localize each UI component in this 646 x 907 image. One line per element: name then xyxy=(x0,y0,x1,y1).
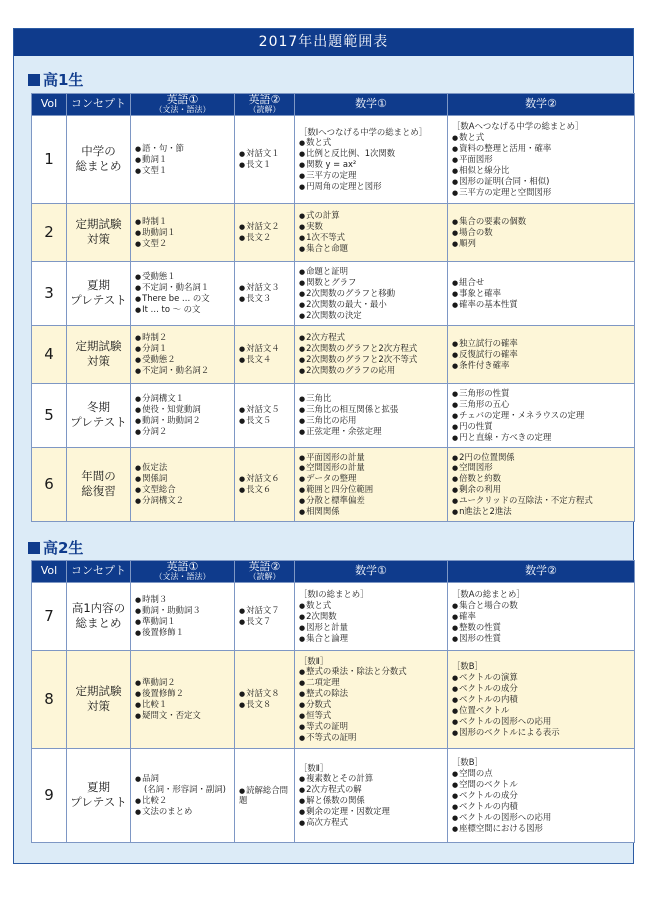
math-2-cell xyxy=(448,748,635,842)
header-english-2-label: 英語② xyxy=(248,93,281,106)
schedule-panel xyxy=(13,28,634,864)
list-item: ● 反復試行の確率 xyxy=(452,349,630,360)
english-1-cell xyxy=(131,261,235,325)
math-section-heading: ［数Aの総まとめ］ xyxy=(452,589,525,600)
header-math-2: 数学② xyxy=(448,561,635,583)
list-item: ● 分詞構文２ xyxy=(135,495,230,506)
list-item: ● 2次関数のグラフと2次方程式 xyxy=(299,343,443,354)
list-item: ● 準動詞１ xyxy=(135,616,230,627)
list-item: ● There be … の文 xyxy=(135,293,230,304)
topic-list xyxy=(299,137,443,192)
list-item: ● 後置修飾２ xyxy=(135,688,230,699)
list-item: ● チェバの定理・メネラウスの定理 xyxy=(452,410,630,421)
list-item: ● 文法のまとめ xyxy=(135,806,230,817)
concept-line: 冬期 xyxy=(87,400,110,415)
table-row xyxy=(32,447,635,521)
english-2-cell xyxy=(235,383,295,447)
topic-list xyxy=(299,393,443,437)
math-1-cell xyxy=(295,582,448,650)
math-2-cell xyxy=(448,261,635,325)
list-item: ● 2次関数の決定 xyxy=(299,310,443,321)
topic-list xyxy=(239,605,290,627)
list-item: ● 複素数とその計算 xyxy=(299,773,443,784)
list-item: ● It … to ～ の文 xyxy=(135,304,230,315)
list-item: ● 数と式 xyxy=(299,137,443,148)
topic-list xyxy=(135,393,230,437)
grade2-table xyxy=(31,560,635,843)
topic-list xyxy=(452,600,630,644)
list-item: ● ベクトルの図形への応用 xyxy=(452,812,630,823)
list-item: ● 確率 xyxy=(452,611,630,622)
header-concept: コンセプト xyxy=(67,561,131,583)
concept-line: 夏期 xyxy=(87,278,110,293)
table-row xyxy=(32,582,635,650)
list-item: ● 不定詞・動名詞１ xyxy=(135,282,230,293)
header-row xyxy=(32,94,635,116)
math-1-cell xyxy=(295,383,448,447)
concept-line: 定期試験 xyxy=(75,217,122,232)
table-row xyxy=(32,325,635,383)
list-item: ● 三角比 xyxy=(299,393,443,404)
list-item: ● 座標空間における図形 xyxy=(452,823,630,834)
table-row xyxy=(32,115,635,203)
concept-line: 夏期 xyxy=(87,780,110,795)
topic-list xyxy=(135,594,230,638)
list-item: ● ユークリッドの互除法・不定方程式 xyxy=(452,495,630,506)
list-item: ● 準動詞２ xyxy=(135,677,230,688)
list-item: ● 相関関係 xyxy=(299,506,443,517)
concept-line: 中学の xyxy=(81,144,116,159)
math-2-cell xyxy=(448,582,635,650)
list-item: ● 三平方の定理と空間図形 xyxy=(452,187,630,198)
topic-list xyxy=(135,143,230,176)
header-english-1 xyxy=(131,94,235,116)
list-item: ● 三平方の定理 xyxy=(299,170,443,181)
topic-list xyxy=(135,271,230,315)
list-item: ● 正弦定理・余弦定理 xyxy=(299,426,443,437)
list-item: ● 三角比の相互関係と拡張 xyxy=(299,404,443,415)
topic-list xyxy=(239,473,290,495)
list-item: ● 時制１ xyxy=(135,216,230,227)
english-1-cell xyxy=(131,115,235,203)
math-section-heading: ［数Ⅰへつなげる中学の総まとめ］ xyxy=(299,126,428,137)
section-title-grade2: 高2生 xyxy=(28,537,83,558)
topic-list xyxy=(299,452,443,518)
list-item: ● 2次関数 xyxy=(299,611,443,622)
topic-list xyxy=(239,148,290,170)
math-2-cell xyxy=(448,383,635,447)
list-item: ● 条件付き確率 xyxy=(452,360,630,371)
header-concept: コンセプト xyxy=(67,94,131,116)
list-item: ● 相似と線分比 xyxy=(452,165,630,176)
table-row xyxy=(32,650,635,748)
topic-list xyxy=(239,221,290,243)
list-item: ● 図形の証明(合同・相似) xyxy=(452,176,630,187)
list-item: ● 分詞２ xyxy=(135,426,230,437)
list-item: ● 受動態１ xyxy=(135,271,230,282)
square-bullet-icon xyxy=(28,542,40,554)
math-2-cell xyxy=(448,650,635,748)
list-item: ● 文型１ xyxy=(135,165,230,176)
english-1-cell xyxy=(131,748,235,842)
list-item: ● 対話文４ xyxy=(239,343,290,354)
list-item: ● 2次方程式 xyxy=(299,332,443,343)
list-item: ● 確率の基本性質 xyxy=(452,299,630,310)
concept-line: 総復習 xyxy=(81,484,116,499)
list-item: ● 読解総合問題 xyxy=(239,785,290,807)
math-section-heading: ［数Ⅱ］ xyxy=(299,762,329,773)
list-item: ● 分散と標準偏差 xyxy=(299,495,443,506)
list-item: ● 比例と反比例、1次関数 xyxy=(299,148,443,159)
vol-number: 9 xyxy=(32,748,67,842)
english-1-cell xyxy=(131,203,235,261)
list-item: ● 範囲と四分位範囲 xyxy=(299,484,443,495)
list-item: ● 等式の証明 xyxy=(299,721,443,732)
math-1-cell xyxy=(295,261,448,325)
list-item: ● 数と式 xyxy=(299,600,443,611)
concept-cell xyxy=(67,650,131,748)
list-item: ● 解と係数の関係 xyxy=(299,795,443,806)
list-item: ● 順列 xyxy=(452,238,630,249)
list-item: ● 仮定法 xyxy=(135,462,230,473)
list-item: ● 整式の乗法・除法と分数式 xyxy=(299,666,443,677)
list-item: ● 対話文３ xyxy=(239,282,290,293)
concept-cell xyxy=(67,325,131,383)
page-title: 2017年出題範囲表 xyxy=(14,29,633,56)
list-item: ● 文型２ xyxy=(135,238,230,249)
topic-list xyxy=(239,688,290,710)
concept-line: 高1内容の xyxy=(71,601,126,616)
vol-number: 7 xyxy=(32,582,67,650)
list-item: (名詞・形容詞・副詞) xyxy=(144,784,226,795)
math-section-heading: ［数B］ xyxy=(452,757,483,768)
topic-list xyxy=(135,216,230,249)
header-english-2 xyxy=(235,561,295,583)
list-item: ● 2次関数のグラフと移動 xyxy=(299,288,443,299)
list-item: ● 動詞１ xyxy=(135,154,230,165)
vol-number: 8 xyxy=(32,650,67,748)
concept-line: プレテスト xyxy=(70,293,127,308)
list-item: ● 比較２ xyxy=(135,795,230,806)
list-item: ● 長文１ xyxy=(239,159,290,170)
list-item: ● 空間の点 xyxy=(452,768,630,779)
list-item: ● 分詞構文１ xyxy=(135,393,230,404)
header-english-2-sub: （読解） xyxy=(248,105,281,115)
list-item: ● 分数式 xyxy=(299,699,443,710)
topic-list xyxy=(299,210,443,254)
list-item: ● 不等式の証明 xyxy=(299,732,443,743)
list-item: ● ベクトルの内積 xyxy=(452,801,630,812)
topic-list xyxy=(299,332,443,376)
topic-list xyxy=(452,768,630,834)
math-section-heading: ［数B］ xyxy=(452,661,483,672)
concept-line: 総まとめ xyxy=(75,159,122,174)
list-item: ● 円と直線・方べきの定理 xyxy=(452,432,630,443)
topic-list xyxy=(452,216,630,249)
list-item: ● 助動詞１ xyxy=(135,227,230,238)
concept-line: 対策 xyxy=(87,354,110,369)
english-2-cell xyxy=(235,650,295,748)
list-item: ● 対話文５ xyxy=(239,404,290,415)
list-item: ● 1次不等式 xyxy=(299,232,443,243)
list-item: ● 平面図形の計量 xyxy=(299,452,443,463)
list-item: ● 恒等式 xyxy=(299,710,443,721)
list-item: ● 事象と確率 xyxy=(452,288,630,299)
section-title-grade1: 高1生 xyxy=(28,69,83,90)
math-1-cell xyxy=(295,115,448,203)
vol-number: 6 xyxy=(32,447,67,521)
header-english-1-label: 英語① xyxy=(166,560,199,573)
english-2-cell xyxy=(235,203,295,261)
english-2-cell xyxy=(235,447,295,521)
math-section-heading: ［数Ⅰの総まとめ］ xyxy=(299,589,369,600)
list-item: ● 2次関数の最大・最小 xyxy=(299,299,443,310)
header-vol: Vol xyxy=(32,94,67,116)
table-row xyxy=(32,383,635,447)
topic-list xyxy=(299,266,443,321)
math-section-heading: ［数Ⅱ］ xyxy=(299,655,329,666)
list-item: ● 三角比の応用 xyxy=(299,415,443,426)
concept-cell xyxy=(67,261,131,325)
english-1-cell xyxy=(131,582,235,650)
list-item: ● 対話文６ xyxy=(239,473,290,484)
table-row xyxy=(32,748,635,842)
grade1-table xyxy=(31,93,635,522)
header-english-2 xyxy=(235,94,295,116)
concept-line: 定期試験 xyxy=(75,684,122,699)
topic-list xyxy=(299,600,443,644)
concept-cell xyxy=(67,582,131,650)
topic-list xyxy=(135,773,230,817)
table-row xyxy=(32,261,635,325)
concept-line: 定期試験 xyxy=(75,339,122,354)
list-item: ● 集合と場合の数 xyxy=(452,600,630,611)
list-item: ● 資料の整理と活用・確率 xyxy=(452,143,630,154)
concept-line: 総まとめ xyxy=(75,616,122,631)
vol-number: 2 xyxy=(32,203,67,261)
math-2-cell xyxy=(448,325,635,383)
list-item: ● 関数 y = ax² xyxy=(299,159,443,170)
list-item: ● 集合と命題 xyxy=(299,243,443,254)
table-row xyxy=(32,203,635,261)
square-bullet-icon xyxy=(28,74,40,86)
english-2-cell xyxy=(235,261,295,325)
topic-list xyxy=(239,785,290,807)
list-item: ● 関数とグラフ xyxy=(299,277,443,288)
list-item: ● 長文３ xyxy=(239,293,290,304)
list-item: ● 2円の位置関係 xyxy=(452,452,630,463)
math-2-cell xyxy=(448,203,635,261)
list-item: ● 品詞 xyxy=(135,773,230,784)
header-english-2-label: 英語② xyxy=(248,560,281,573)
topic-list xyxy=(135,332,230,376)
list-item: ● 場合の数 xyxy=(452,227,630,238)
list-item: ● 対話文２ xyxy=(239,221,290,232)
list-item: ● 図形の性質 xyxy=(452,633,630,644)
topic-list xyxy=(135,677,230,721)
vol-number: 1 xyxy=(32,115,67,203)
list-item: ● 動詞・助動詞２ xyxy=(135,415,230,426)
topic-list xyxy=(239,404,290,426)
topic-list xyxy=(452,277,630,310)
topic-list xyxy=(239,343,290,365)
list-item: ● 対話文７ xyxy=(239,605,290,616)
list-item: ● ベクトルの成分 xyxy=(452,790,630,801)
list-item: ● 疑問文・否定文 xyxy=(135,710,230,721)
concept-cell xyxy=(67,115,131,203)
list-item: ● 長文４ xyxy=(239,354,290,365)
list-item: ● 2次関数のグラフの応用 xyxy=(299,365,443,376)
list-item: ● 集合と論理 xyxy=(299,633,443,644)
list-item: ● 図形のベクトルによる表示 xyxy=(452,727,630,738)
concept-line: 年間の xyxy=(81,469,116,484)
list-item: ● 図形と計量 xyxy=(299,622,443,633)
list-item: ● 長文５ xyxy=(239,415,290,426)
math-2-cell xyxy=(448,447,635,521)
vol-number: 5 xyxy=(32,383,67,447)
english-1-cell xyxy=(131,650,235,748)
english-2-cell xyxy=(235,582,295,650)
math-1-cell xyxy=(295,650,448,748)
header-english-2-sub: （読解） xyxy=(248,572,281,582)
list-item: ● 実数 xyxy=(299,221,443,232)
list-item: ● 使役・知覚動詞 xyxy=(135,404,230,415)
concept-line: 対策 xyxy=(87,232,110,247)
header-english-1-sub: （文法・語法） xyxy=(154,572,211,582)
list-item: ● 空間図形 xyxy=(452,462,630,473)
list-item: ● 受動態２ xyxy=(135,354,230,365)
list-item: ● 剰余の定理・因数定理 xyxy=(299,806,443,817)
list-item: ● 長文７ xyxy=(239,616,290,627)
concept-line: プレテスト xyxy=(70,795,127,810)
list-item: ● 比較１ xyxy=(135,699,230,710)
math-2-cell xyxy=(448,115,635,203)
math-1-cell xyxy=(295,203,448,261)
list-item: ● 三角形の五心 xyxy=(452,399,630,410)
topic-list xyxy=(452,338,630,371)
header-math-2: 数学② xyxy=(448,94,635,116)
list-item: ● 剰余の利用 xyxy=(452,484,630,495)
vol-number: 4 xyxy=(32,325,67,383)
topic-list xyxy=(299,773,443,828)
list-item: ● 三角形の性質 xyxy=(452,388,630,399)
header-english-1-sub: （文法・語法） xyxy=(154,105,211,115)
english-2-cell xyxy=(235,748,295,842)
list-item: ● 時制３ xyxy=(135,594,230,605)
header-english-1 xyxy=(131,561,235,583)
list-item: ● 位置ベクトル xyxy=(452,705,630,716)
english-1-cell xyxy=(131,325,235,383)
list-item: ● 式の計算 xyxy=(299,210,443,221)
list-item: ● 2次方程式の解 xyxy=(299,784,443,795)
list-item: ● 語・句・節 xyxy=(135,143,230,154)
list-item: ● 分詞１ xyxy=(135,343,230,354)
list-item: ● 動詞・助動詞３ xyxy=(135,605,230,616)
list-item: ● 整式の除法 xyxy=(299,688,443,699)
list-item: ● データの整理 xyxy=(299,473,443,484)
english-1-cell xyxy=(131,383,235,447)
list-item: ● 対話文１ xyxy=(239,148,290,159)
list-item: ● 文型総合 xyxy=(135,484,230,495)
list-item: ● 後置修飾１ xyxy=(135,627,230,638)
list-item: ● 二項定理 xyxy=(299,677,443,688)
list-item: ● n進法と2進法 xyxy=(452,506,630,517)
list-item: ● 集合の要素の個数 xyxy=(452,216,630,227)
concept-cell xyxy=(67,383,131,447)
list-item: ● 空間のベクトル xyxy=(452,779,630,790)
topic-list xyxy=(135,462,230,506)
topic-list xyxy=(452,388,630,443)
math-1-cell xyxy=(295,325,448,383)
list-item: ● ベクトルの内積 xyxy=(452,694,630,705)
header-math-1: 数学① xyxy=(295,561,448,583)
math-1-cell xyxy=(295,447,448,521)
list-item: ● 2次関数のグラフと2次不等式 xyxy=(299,354,443,365)
list-item: ● 空間図形の計量 xyxy=(299,462,443,473)
list-item: ● 対話文８ xyxy=(239,688,290,699)
header-english-1-label: 英語① xyxy=(166,93,199,106)
list-item: ● ベクトルの演算 xyxy=(452,672,630,683)
list-item: ● 高次方程式 xyxy=(299,817,443,828)
concept-cell xyxy=(67,203,131,261)
list-item: ● 独立試行の確率 xyxy=(452,338,630,349)
list-item: ● ベクトルの図形への応用 xyxy=(452,716,630,727)
concept-cell xyxy=(67,447,131,521)
list-item: ● 数と式 xyxy=(452,132,630,143)
concept-cell xyxy=(67,748,131,842)
list-item: ● 不定詞・動名詞２ xyxy=(135,365,230,376)
concept-line: プレテスト xyxy=(70,415,127,430)
list-item: ● 組合せ xyxy=(452,277,630,288)
header-math-1: 数学① xyxy=(295,94,448,116)
header-vol: Vol xyxy=(32,561,67,583)
list-item: ● 長文２ xyxy=(239,232,290,243)
list-item: ● 円の性質 xyxy=(452,421,630,432)
list-item: ● 整数の性質 xyxy=(452,622,630,633)
list-item: ● 円周角の定理と図形 xyxy=(299,181,443,192)
english-2-cell xyxy=(235,325,295,383)
list-item: ● 時制２ xyxy=(135,332,230,343)
english-2-cell xyxy=(235,115,295,203)
list-item: ● 関係詞 xyxy=(135,473,230,484)
english-1-cell xyxy=(131,447,235,521)
vol-number: 3 xyxy=(32,261,67,325)
topic-list xyxy=(452,672,630,738)
topic-list xyxy=(452,132,630,198)
topic-list xyxy=(452,452,630,518)
topic-list xyxy=(239,282,290,304)
math-1-cell xyxy=(295,748,448,842)
list-item: ● 倍数と約数 xyxy=(452,473,630,484)
list-item: ● 平面図形 xyxy=(452,154,630,165)
list-item: ● ベクトルの成分 xyxy=(452,683,630,694)
list-item: ● 長文８ xyxy=(239,699,290,710)
topic-list xyxy=(299,666,443,743)
list-item: ● 長文６ xyxy=(239,484,290,495)
concept-line: 対策 xyxy=(87,699,110,714)
header-row xyxy=(32,561,635,583)
list-item: ● 命題と証明 xyxy=(299,266,443,277)
math-section-heading: ［数Aへつなげる中学の総まとめ］ xyxy=(452,121,584,132)
